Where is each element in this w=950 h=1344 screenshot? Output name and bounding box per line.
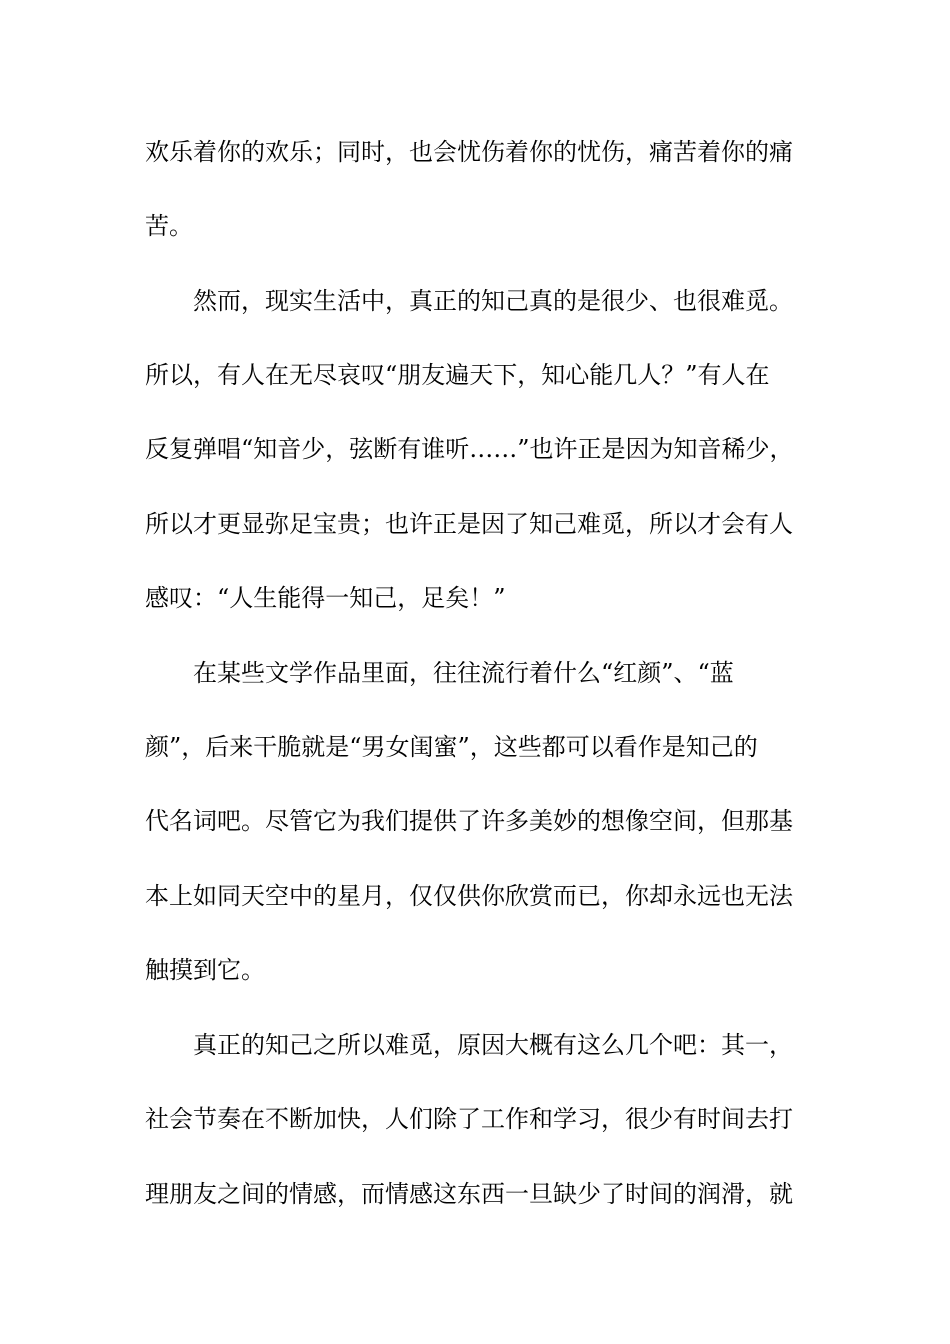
text-line: 欢乐着你的欢乐；同时，也会忧伤着你的忧伤，痛苦着你的痛 xyxy=(145,138,793,166)
text-line: 所以，有人在无尽哀叹“朋友遍天下，知心能几人？”有人在 xyxy=(145,361,770,389)
text-line: 本上如同天空中的星月，仅仅供你欣赏而已，你却永远也无法 xyxy=(145,882,793,910)
paragraph-first-line: 然而，现实生活中，真正的知己真的是很少、也很难觅。 xyxy=(193,287,793,315)
text-line: 颜”，后来干脆就是“男女闺蜜”，这些都可以看作是知己的 xyxy=(145,733,758,761)
text-line: 社会节奏在不断加快，人们除了工作和学习，很少有时间去打 xyxy=(145,1105,793,1133)
text-line: 所以才更显弥足宝贵；也许正是因了知己难觅，所以才会有人 xyxy=(145,510,793,538)
text-line: 代名词吧。尽管它为我们提供了许多美妙的想像空间，但那基 xyxy=(145,807,793,835)
text-line: 苦。 xyxy=(145,212,193,240)
text-line: 理朋友之间的情感，而情感这东西一旦缺少了时间的润滑，就 xyxy=(145,1180,793,1208)
text-line: 反复弹唱“知音少，弦断有谁听……”也许正是因为知音稀少， xyxy=(145,435,794,463)
text-line: 感叹：“人生能得一知己，足矣！” xyxy=(145,584,506,612)
paragraph-first-line: 在某些文学作品里面，往往流行着什么“红颜”、“蓝 xyxy=(193,659,734,687)
paragraph-first-line: 真正的知己之所以难觅，原因大概有这么几个吧：其一， xyxy=(193,1031,793,1059)
text-line: 触摸到它。 xyxy=(145,956,265,984)
